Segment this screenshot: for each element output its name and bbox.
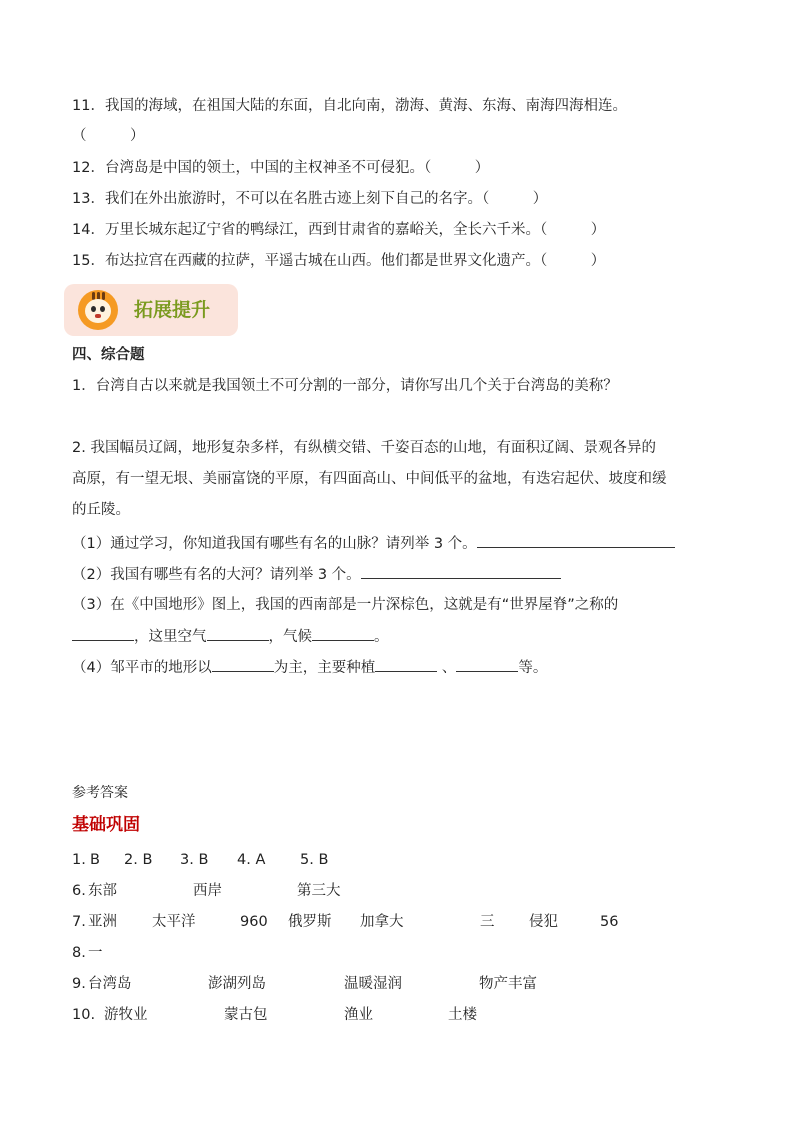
answer-item: 西岸 [193,883,222,899]
subquestion-1: （1）通过学习，你知道我国有哪些有名的山脉？请列举 3 个。 [72,533,675,554]
answers-label: 参考答案 [72,785,128,801]
answer-item: 温暖湿润 [344,976,402,992]
answer-row-6-prefix: 6. [72,883,86,899]
answer-item: 加拿大 [360,914,404,930]
question-1: 1．台湾自古以来就是我国领土不可分割的一部分，请你写出几个关于台湾岛的美称？ [72,378,618,394]
answer-item: 物产丰富 [479,976,537,992]
answer-item: 渔业 [344,1007,373,1023]
answer-item: 5. B [300,852,329,868]
judgment-12: 12．台湾岛是中国的领土，中国的主权神圣不可侵犯。（ ） [72,160,490,176]
answer-row-9-prefix: 9. [72,976,86,992]
answer-row-1-prefix: 1. [72,852,86,868]
answer-row-8-prefix: 8. [72,945,86,961]
answer-blank[interactable] [375,657,437,672]
question-2-line-2: 高原，有一望无垠、美丽富饶的平原，有四面高山、中间低平的盆地，有迭宕起伏、坡度和缓 [72,471,667,487]
subquestion-2: （2）我国有哪些有名的大河？请列举 3 个。 [72,564,561,585]
answer-row-10-prefix: 10. [72,1007,96,1023]
judgment-11-paren: （ ） [72,128,145,144]
question-2-line-1: 2. 我国幅员辽阔，地形复杂多样，有纵横交错、千姿百态的山地，有面积辽阔、景观各异的 [72,440,656,456]
answer-blank[interactable] [477,533,675,548]
answer-item: 3. B [180,852,209,868]
answer-item: 土楼 [448,1007,477,1023]
answer-item: 侵犯 [529,914,558,930]
answer-item: 蒙古包 [224,1007,268,1023]
answer-item: 台湾岛 [88,976,132,992]
section-banner [64,284,238,336]
answer-row-7-prefix: 7. [72,914,86,930]
answer-item: 游牧业 [104,1007,148,1023]
answer-item: 东部 [88,883,117,899]
answer-blank[interactable] [456,657,518,672]
judgment-13: 13．我们在外出旅游时，不可以在名胜古迹上刻下自己的名字。（ ） [72,191,548,207]
answer-blank[interactable] [207,626,269,641]
answers-heading: 基础巩固 [72,815,140,835]
answer-item: 三 [480,914,495,930]
banner-title: 拓展提升 [134,299,211,321]
answer-item: 960 [240,914,268,930]
answer-item: B [90,852,100,868]
answer-blank[interactable] [212,657,274,672]
answer-item: 4. A [237,852,266,868]
answer-item: 澎湖列岛 [208,976,266,992]
tiger-icon [78,290,118,330]
subquestion-3-cont: ，这里空气 ，气候 。 [72,626,389,647]
answer-blank[interactable] [72,626,134,641]
answer-item: 2. B [124,852,153,868]
answer-item: 第三大 [297,883,341,899]
answer-item: 56 [600,914,619,930]
section-title: 四、综合题 [72,347,145,363]
subquestion-3: （3）在《中国地形》图上，我国的西南部是一片深棕色，这就是有“世界屋脊”之称的 [72,597,619,613]
answer-item: 亚洲 [88,914,117,930]
answer-blank[interactable] [361,564,561,579]
judgment-11: 11．我国的海域，在祖国大陆的东面，自北向南，渤海、黄海、东海、南海四海相连。 [72,98,627,114]
answer-blank[interactable] [312,626,374,641]
answer-item: 太平洋 [152,914,196,930]
answer-item: 俄罗斯 [288,914,332,930]
question-2-line-3: 的丘陵。 [72,502,130,518]
subquestion-4: （4）邹平市的地形以 为主，主要种植 、 等。 [72,657,547,678]
judgment-14: 14．万里长城东起辽宁省的鸭绿江，西到甘肃省的嘉峪关，全长六千米。（ ） [72,222,606,238]
judgment-15: 15．布达拉宫在西藏的拉萨，平遥古城在山西。他们都是世界文化遗产。（ ） [72,253,606,269]
answer-item: 一 [88,945,103,961]
